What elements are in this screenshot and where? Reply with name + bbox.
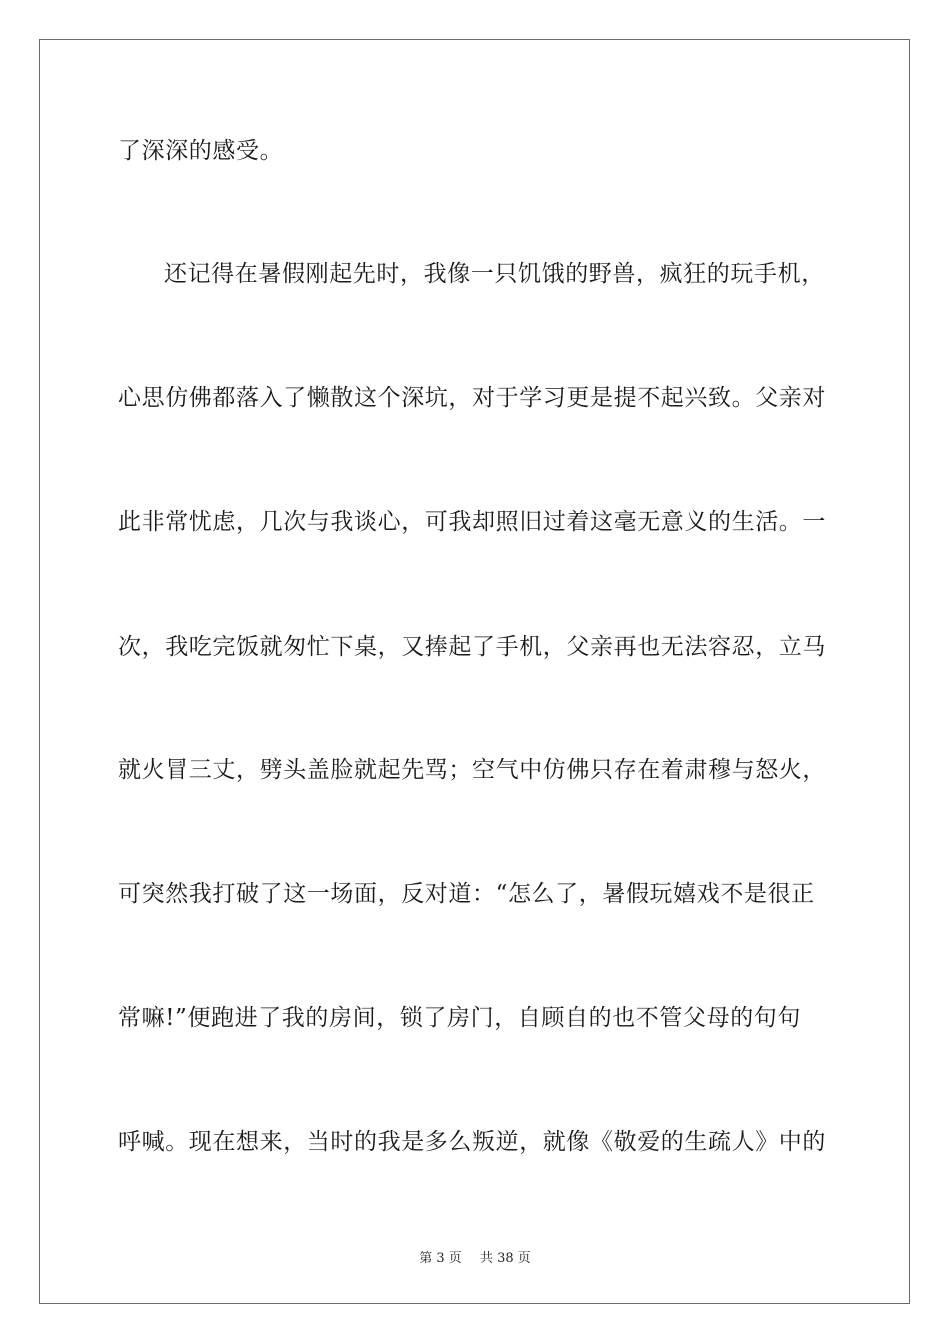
page-number: 第 3 页 bbox=[419, 1251, 462, 1266]
text-line-3: 心思仿佛都落入了懒散这个深坑，对于学习更是提不起兴致。父亲对 bbox=[118, 385, 826, 411]
page-total: 共 38 页 bbox=[479, 1251, 531, 1266]
text-line-8: 常嘛!”便跑进了我的房间，锁了房门，自顾自的也不管父母的句句 bbox=[118, 1005, 802, 1031]
text-line-2: 还记得在暑假刚起先时，我像一只饥饿的野兽，疯狂的玩手机， bbox=[164, 261, 825, 287]
text-line-4: 此非常忧虑，几次与我谈心，可我却照旧过着这毫无意义的生活。一 bbox=[118, 509, 826, 535]
text-line-7: 可突然我打破了这一场面，反对道：“怎么了，暑假玩嬉戏不是很正 bbox=[118, 881, 815, 907]
text-line-6: 就火冒三丈，劈头盖脸就起先骂；空气中仿佛只存在着肃穆与怒火， bbox=[118, 757, 826, 783]
text-line-1: 了深深的感受。 bbox=[118, 138, 284, 164]
page-footer bbox=[0, 1247, 950, 1266]
page-border bbox=[39, 39, 910, 1304]
text-line-5: 次，我吃完饭就匆忙下桌，又捧起了手机，父亲再也无法容忍，立马 bbox=[118, 634, 826, 660]
text-line-9: 呼喊。现在想来，当时的我是多么叛逆，就像《敬爱的生疏人》中的 bbox=[118, 1129, 826, 1155]
